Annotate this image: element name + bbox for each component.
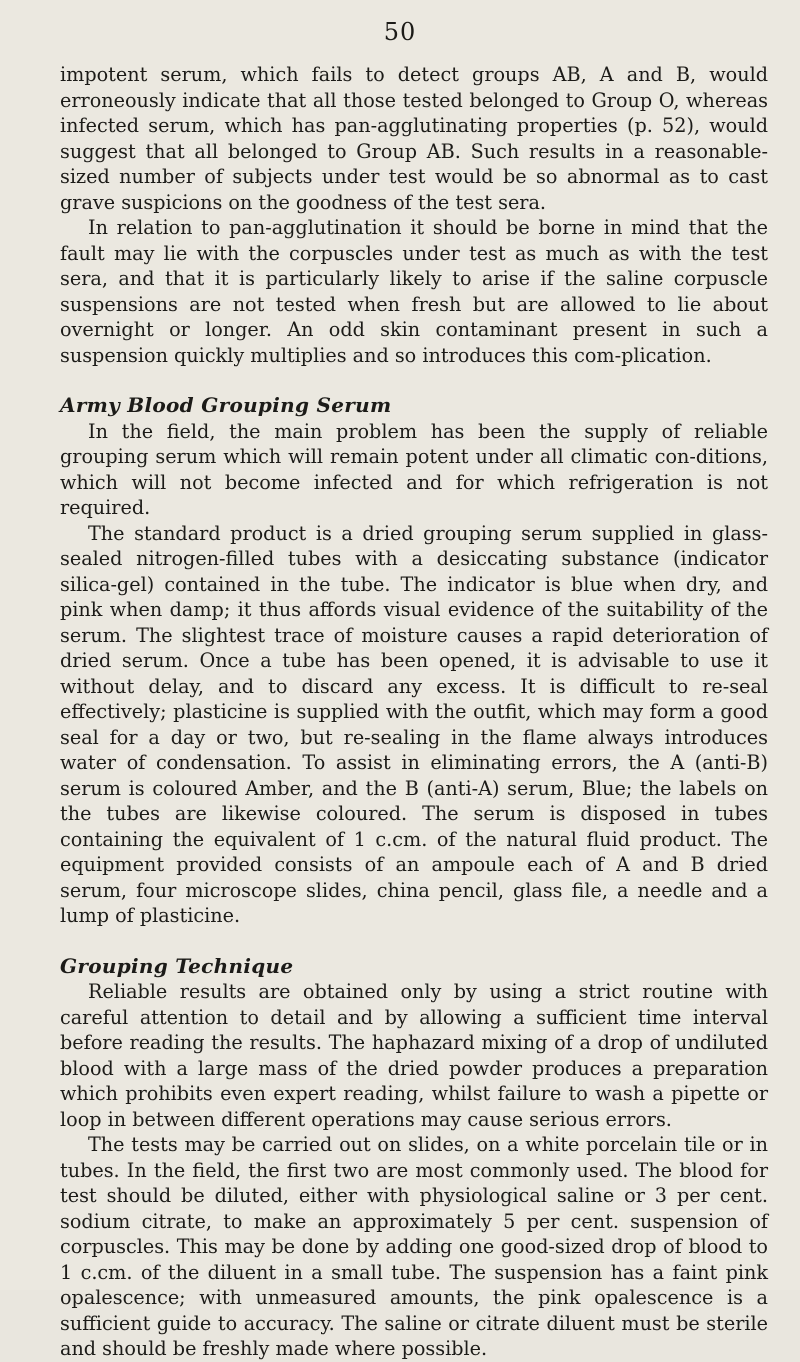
section-grouping-technique	[60, 954, 768, 1362]
section-army-blood-grouping-serum	[60, 393, 768, 929]
page-number: 50	[383, 18, 417, 46]
body-text	[60, 62, 768, 1362]
paragraph: impotent serum, which fails to detect groups AB, A and B, would erroneously indicate that all those tested belonged to Group O, whereas infected serum, which has pan-agglutinating properties (p. 52), would suggest that all belonged to Group AB. Such results in a reasonable-sized number of subjects under test would be so abnormal as to cast grave suspicions on the goodness of the test sera.	[60, 63, 768, 214]
section-heading: Army Blood Grouping Serum	[60, 393, 392, 417]
section-intro	[60, 62, 768, 368]
section-heading: Grouping Technique	[60, 953, 294, 978]
paragraph: In the field, the main problem has been the supply of reliable grouping serum which will remain potent under all climatic con-ditions, which will not become infected and for which refrigeration is not required.	[60, 419, 768, 519]
paragraph: The tests may be carried out on slides, on a white porcelain tile or in tubes. In the field, the first two are most commonly used. The blood for test should be diluted, either with physiological saline or 3 per cent. sodium citrate, to make an approximately 5 per cent. suspension of corpuscles. This may be done by adding one good-sized drop of blood to 1 c.cm. of the diluent in a small tube. The suspension has a faint pink opalescence; with unmeasured amounts, the pink opalescence is a sufficient guide to accuracy. The saline or citrate diluent must be sterile and should be freshly made where possible.	[60, 1133, 768, 1360]
paragraph: Reliable results are obtained only by using a strict routine with careful attention to detail and by allowing a sufficient time interval before reading the results. The haphazard mixing of a drop of undiluted blood with a large mass of the dried powder produces a preparation which prohibits even expert reading, whilst failure to wash a pipette or loop in between different operations may cause serious errors.	[60, 980, 768, 1131]
paragraph: The standard product is a dried grouping serum supplied in glass-sealed nitrogen-filled tubes with a desiccating substance (indicator silica-gel) contained in the tube. The indicator is blue when dry, and pink when damp; it thus affords visual evidence of the suitability of the serum. The slightest trace of moisture causes a rapid deterioration of dried serum. Once a tube has been opened, it is advisable to use it without delay, and to discard any excess. It is difficult to re-seal effectively; plasticine is supplied with the outfit, which may form a good seal for a day or two, but re-sealing in the flame always introduces water of condensation. To assist in eliminating errors, the A (anti-B) serum is coloured Amber, and the B (anti-A) serum, Blue; the labels on the tubes are likewise coloured. The serum is disposed in tubes containing the equivalent of 1 c.cm. of the natural fluid product. The equipment provided consists of an ampoule each of A and B dried serum, four microscope slides, china pencil, glass file, a needle and a lump of plasticine.	[60, 521, 768, 927]
paragraph: In relation to pan-agglutination it should be borne in mind that the fault may lie with the corpuscles under test as much as with the test sera, and that it is particularly likely to arise if the saline corpuscle suspensions are not tested when fresh but are allowed to lie about overnight or longer. An odd skin contaminant present in such a suspension quickly multiplies and so introduces this com-plication.	[60, 216, 768, 367]
